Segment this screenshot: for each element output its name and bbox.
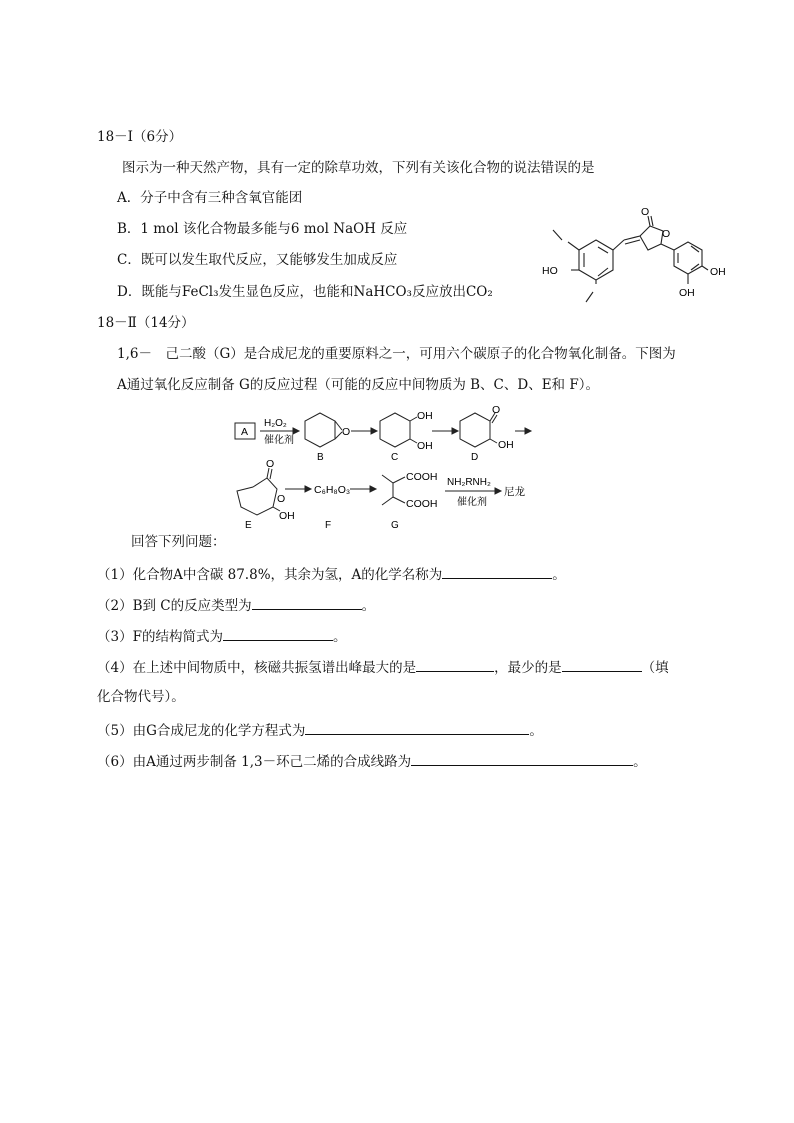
question-1-end: 。 [552,567,566,583]
answer-blank-1[interactable] [442,564,552,579]
part2-intro-line2: A通过氧化反应制备 G的反应过程（可能的反应中间物质为 B、C、D、E和 F）。 [117,377,599,393]
compound-e-ring [237,478,277,515]
reaction-scheme [225,405,545,530]
d-ketone-o-label: O [492,405,501,416]
ring-o-label: O [662,228,671,240]
question-4-text: （4）在上述中间物质中，核磁共振氢谱出峰最大的是 [97,660,417,676]
question-4-mid: ，最少的是 [494,660,562,676]
ho-left-label: HO [542,265,558,277]
compound-a-label: A [241,426,249,438]
part1-question-stem: 图示为一种天然产物，具有一定的除草功效，下列有关该化合物的说法错误的是 [122,160,595,176]
e-ring-o-label: O [277,493,286,505]
c-oh-bottom-label: OH [417,440,433,452]
option-b: B．1 mol 该化合物最多能与6 mol NaOH 反应 [117,221,408,237]
part1-header: 18－Ⅰ（6分） [97,129,183,145]
answer-blank-6[interactable] [411,751,633,766]
f-formula: C₆H₈O₃ [314,484,351,496]
label-b: B [317,452,324,463]
option-a: A．分子中含有三种含氧官能团 [117,190,303,206]
answer-blank-2[interactable] [252,595,362,610]
g-cooh-bottom: COOH [406,498,438,510]
reagent-diamine: NH₂RNH₂ [447,477,491,488]
answer-prompt: 回答下列问题： [131,534,226,550]
question-4-continued: 化合物代号）。 [97,689,185,705]
part2-header: 18－Ⅱ（14分） [97,315,195,331]
question-1 [97,564,566,584]
oh-right-top-label: OH [710,266,726,278]
compound-c-ring [380,413,410,447]
label-d: D [471,452,479,463]
question-6 [97,751,647,771]
question-3-end: 。 [332,629,347,645]
question-3 [97,626,346,646]
question-4 [97,657,669,677]
question-5 [97,720,543,740]
question-3-text: （3）F的结构简式为 [97,629,223,645]
part2-intro-line1: 1,6－ 己二酸（G）是合成尼龙的重要原料之一，可用六个碳原子的化合物氧化制备。下图为 [117,346,676,362]
label-f: F [325,520,332,530]
reagent-h2o2: H₂O₂ [264,418,287,429]
label-c: C [391,452,399,463]
compound-d-ring [460,413,490,447]
question-6-text: （6）由A通过两步制备 1,3－环己二烯的合成线路为 [97,754,412,770]
answer-blank-4b[interactable] [562,657,642,672]
question-5-end: 。 [529,723,543,739]
e-oh-label: OH [279,510,295,522]
label-e: E [245,520,252,530]
answer-blank-4a[interactable] [416,657,494,672]
natural-product-structure [528,200,738,305]
reagent-catalyst-1: 催化剂 [264,435,294,446]
e-carbonyl-o-label: O [266,458,275,470]
g-cooh-top: COOH [406,471,438,483]
c-oh-top-label: OH [417,410,433,422]
answer-blank-3[interactable] [223,626,333,641]
question-2 [97,595,375,615]
question-5-text: （5）由G合成尼龙的化学方程式为 [97,723,306,739]
carbonyl-o-label: O [641,206,650,218]
question-1-text: （1）化合物A中含碳 87.8%，其余为氢，A的化学名称为 [97,567,443,583]
reagent-catalyst-2: 催化剂 [457,497,487,508]
product-nylon: 尼龙 [504,486,525,498]
option-c: C．既可以发生取代反应，又能够发生加成反应 [117,252,398,268]
question-2-text: （2）B到 C的反应类型为 [97,598,252,614]
question-2-end: 。 [361,598,376,614]
question-4-end: （填 [641,660,669,676]
d-oh-label: OH [498,439,514,451]
answer-blank-5[interactable] [305,720,529,735]
label-g: G [391,520,399,530]
question-6-end: 。 [633,754,647,770]
compound-b-ring [305,413,335,447]
epoxide-o-label: O [342,426,351,438]
oh-right-bottom-label: OH [679,287,695,299]
option-d: D．既能与FeCl₃发生显色反应，也能和NaHCO₃反应放出CO₂ [117,284,493,300]
